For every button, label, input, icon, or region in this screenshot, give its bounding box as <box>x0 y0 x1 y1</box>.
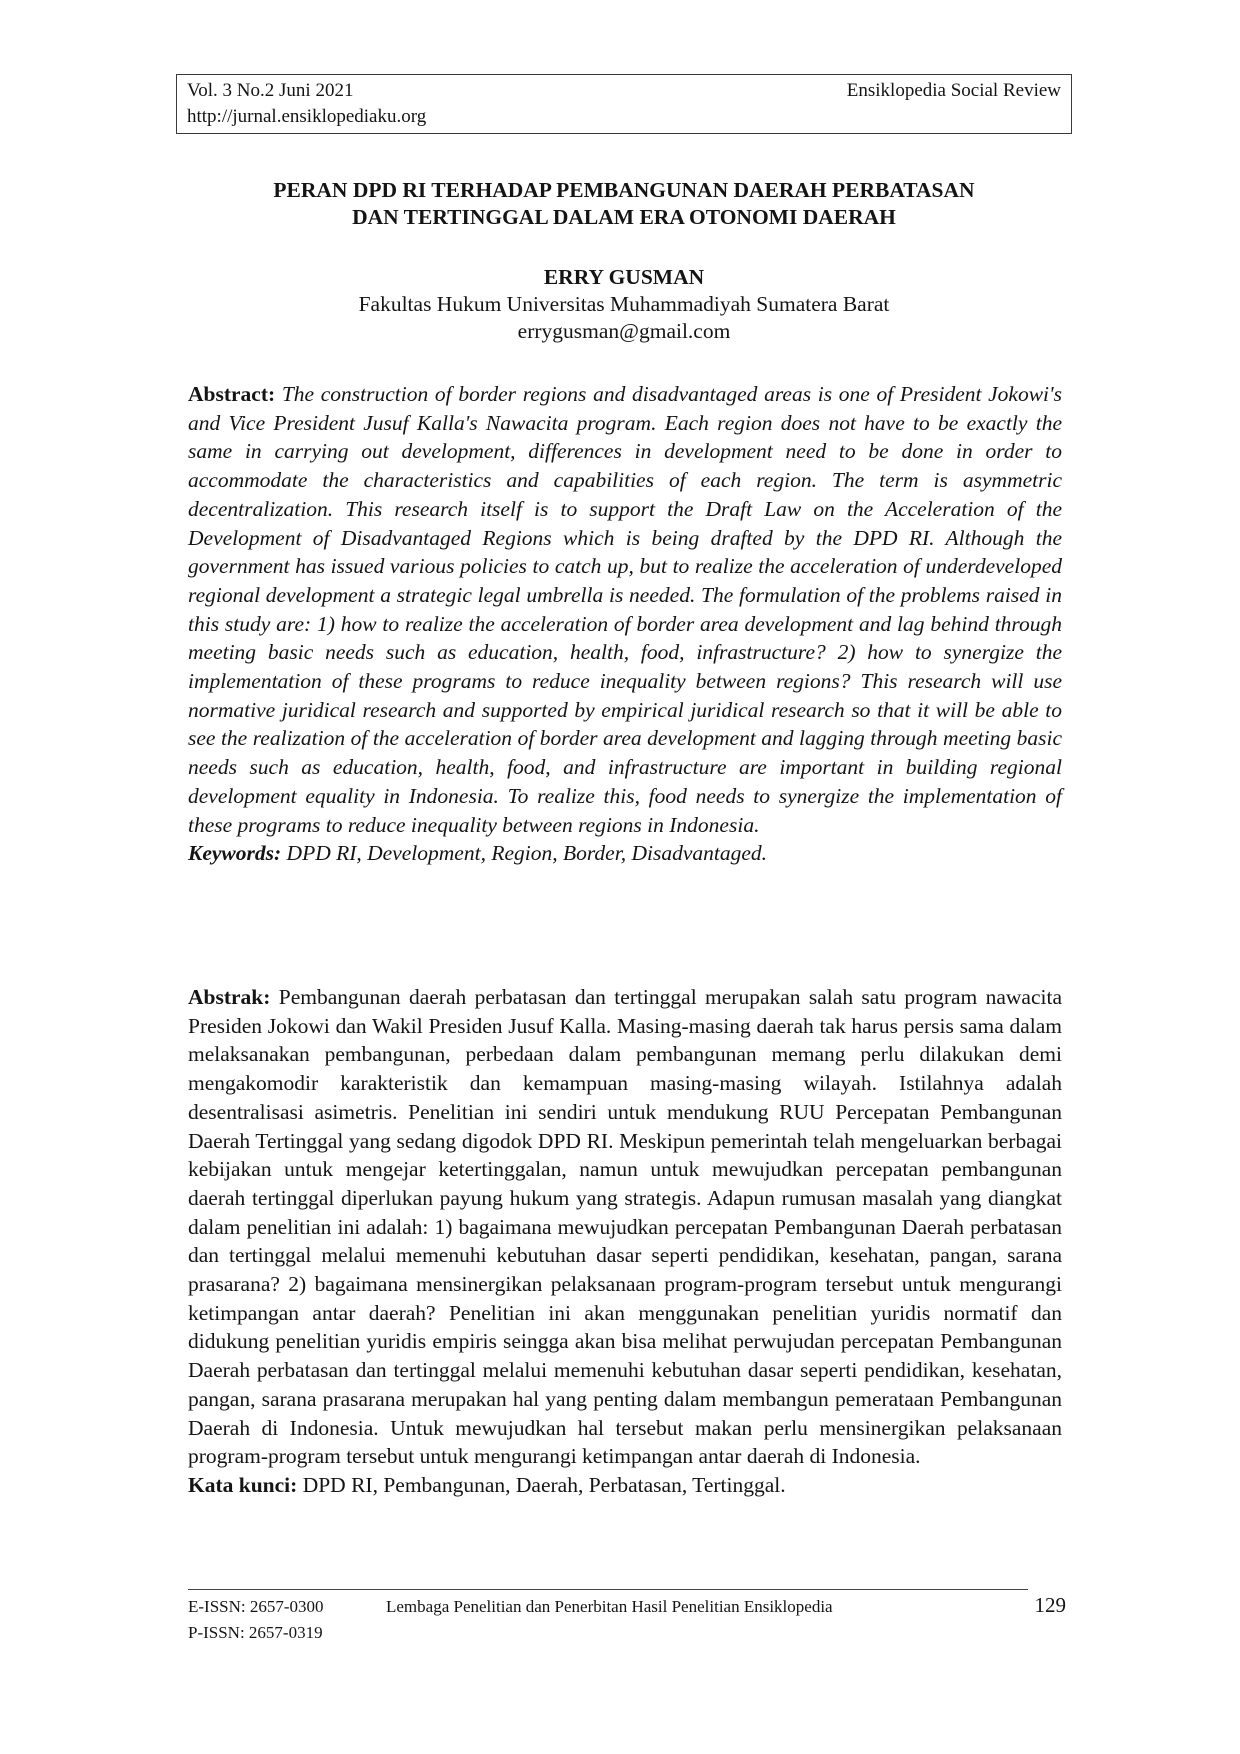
page-footer <box>188 1592 1066 1646</box>
publisher-name: Lembaga Penelitian dan Penerbitan Hasil Penelitian Ensiklopedia <box>386 1597 833 1616</box>
abstract-label: Abstract: <box>188 382 276 406</box>
footer-divider <box>188 1589 1028 1590</box>
abstrak-label: Abstrak: <box>188 985 271 1009</box>
author-block <box>176 264 1072 345</box>
kata-kunci-label: Kata kunci: <box>188 1472 298 1497</box>
journal-name: Ensiklopedia Social Review <box>846 80 1061 101</box>
author-affiliation: Fakultas Hukum Universitas Muhammadiyah Sumatera Barat <box>358 292 890 316</box>
author-email: errygusman@gmail.com <box>517 319 731 343</box>
volume-issue: Vol. 3 No.2 Juni 2021 <box>187 80 354 101</box>
header-bottom-row <box>187 104 1061 130</box>
keywords-label: Keywords: <box>188 841 282 866</box>
abstrak-text: Pembangunan daerah perbatasan dan tertinggal merupakan salah satu program nawacita Presiden Jokowi dan Wakil Presiden Jusuf Kalla. Masing-masing daerah tak harus persis sama dalam melaksanakan pembangunan, perbedaan dalam pembangunan memang perlu dilakukan demi mengakomodir karakteristik dan kemampuan masing-masing wilayah. Istilahnya adalah desentralisasi asimetris. Penelitian ini sendiri untuk mendukung RUU Percepatan Pembangunan Daerah Tertinggal yang sedang digodok DPD RI. Meskipun pemerintah telah mengeluarkan berbagai kebijakan untuk mengejar ketertinggalan, namun untuk mewujudkan percepatan pembangunan daerah tertinggal diperlukan payung hukum yang strategis. Adapun rumusan masalah yang diangkat dalam penelitian ini adalah: 1) bagaimana mewujudkan percepatan Pembangunan Daerah perbatasan dan tertinggal melalui memenuhi kebutuhan dasar seperti pendidikan, kesehatan, pangan, sarana prasarana? 2) bagaimana mensinergikan pelaksanaan program-program tersebut untuk mengurangi ketimpangan antar daerah? Penelitian ini akan menggunakan penelitian yuridis normatif dan didukung penelitian yuridis empiris seingga akan bisa melihat perwujudan percepatan Pembangunan Daerah perbatasan dan tertinggal melalui memenuhi kebutuhan dasar seperti pendidikan, kesehatan, pangan, sarana prasarana merupakan hal yang penting dalam membangun pemerataan Pembangunan Daerah di Indonesia. Untuk mewujudkan hal tersebut makan perlu mensinergikan pelaksanaan program-program tersebut untuk mengurangi ketimpangan antar daerah di Indonesia. <box>188 985 1063 1469</box>
keywords-line <box>188 839 1062 868</box>
footer-row-1 <box>188 1592 1066 1620</box>
kata-kunci-list: DPD RI, Pembangunan, Daerah, Perbatasan, Tertinggal. <box>302 1472 786 1497</box>
keywords-list: DPD RI, Development, Region, Border, Disadvantaged. <box>286 841 768 866</box>
abstract-english <box>188 380 1062 868</box>
abstract-paragraph <box>188 380 1062 839</box>
abstrak-paragraph <box>188 983 1062 1471</box>
e-issn: E-ISSN: 2657-0300 <box>188 1597 324 1616</box>
header-top-row <box>187 78 1061 104</box>
p-issn: P-ISSN: 2657-0319 <box>188 1623 323 1642</box>
footer-row-2 <box>188 1620 1066 1646</box>
page-number: 129 <box>1034 1593 1066 1617</box>
kata-kunci-line <box>188 1471 1062 1500</box>
author-name: ERRY GUSMAN <box>543 265 705 289</box>
title-line-2: DAN TERTINGGAL DALAM ERA OTONOMI DAERAH <box>352 205 896 229</box>
abstract-indonesian <box>188 983 1062 1500</box>
title-line-1: PERAN DPD RI TERHADAP PEMBANGUNAN DAERAH PERBATASAN <box>273 178 975 202</box>
journal-url: http://jurnal.ensiklopediaku.org <box>187 106 427 127</box>
article-title <box>176 177 1072 231</box>
running-header <box>176 74 1072 134</box>
abstract-text: The construction of border regions and disadvantaged areas is one of President Jokowi's and Vice President Jusuf Kalla's Nawacita program. Each region does not have to be exactly the same in carrying out development, differences in development need to be done in order to accommodate the characteristics and capabilities of each region. The term is asymmetric decentralization. This research itself is to support the Draft Law on the Acceleration of the Development of Disadvantaged Regions which is being drafted by the DPD RI. Although the government has issued various policies to catch up, but to realize the acceleration of underdeveloped regional development a strategic legal umbrella is needed. The formulation of the problems raised in this study are: 1) how to realize the acceleration of border area development and lag behind through meeting basic needs such as education, health, food, infrastructure? 2) how to synergize the implementation of these programs to reduce inequality between regions? This research will use normative juridical research and supported by empirical juridical research so that it will be able to see the realization of the acceleration of border area development and lagging through meeting basic needs such as education, health, food, and infrastructure are important in building regional development equality in Indonesia. To realize this, food needs to synergize the implementation of these programs to reduce inequality between regions in Indonesia. <box>188 382 1062 837</box>
